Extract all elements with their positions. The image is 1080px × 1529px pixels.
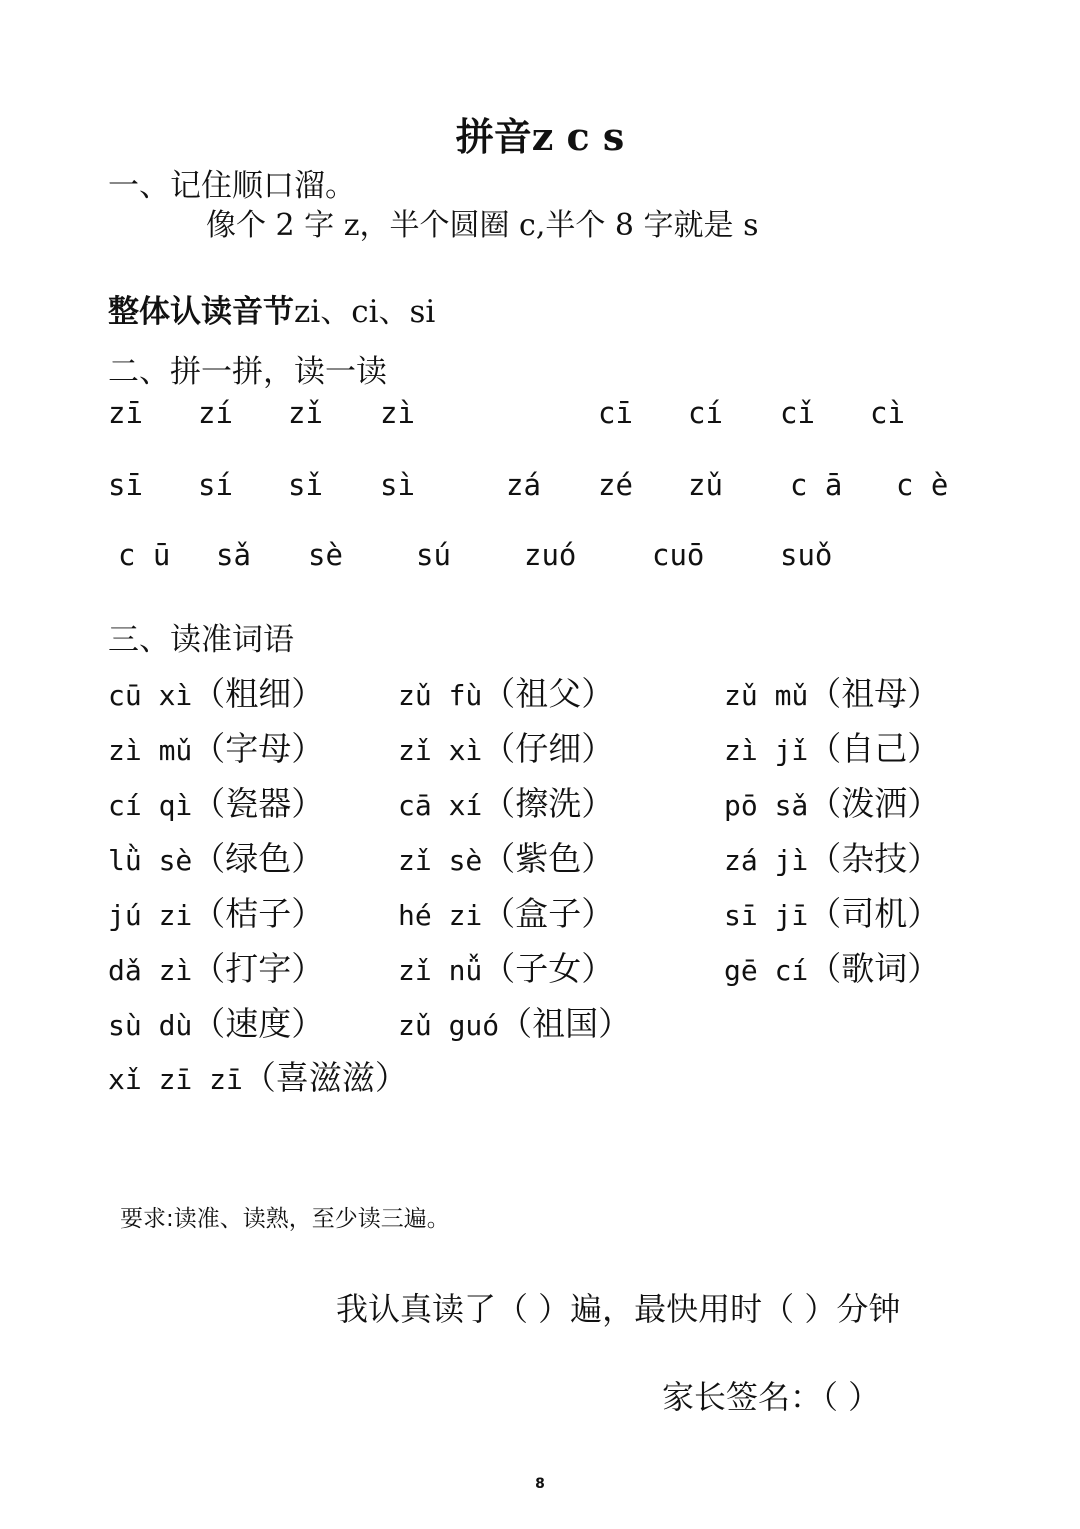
word-item [724, 888, 940, 935]
word-pinyin: zǐ nǚ [398, 954, 483, 987]
word-hanzi: （杂技） [808, 839, 941, 878]
word-hanzi: （粗细） [192, 674, 325, 713]
page-number: 8 [535, 1476, 545, 1492]
word-item [724, 778, 940, 825]
requirement-note: 要求:读准、读熟，至少读三遍。 [120, 1206, 450, 1232]
syllable: zì [380, 396, 415, 430]
word-pinyin: xǐ zī zī [108, 1063, 243, 1096]
word-pinyin: lǜ sè [108, 844, 193, 877]
word-pinyin: cā xí [398, 789, 483, 822]
word-item [724, 723, 940, 770]
whole-reading-line [108, 286, 435, 331]
syllable: sǎ [216, 538, 251, 572]
word-item [108, 998, 324, 1045]
parent-signature: 家长签名：（ ） [662, 1378, 881, 1416]
word-row [108, 1052, 1020, 1102]
word-pinyin: zǐ sè [398, 844, 483, 877]
syllable: sī [108, 468, 143, 502]
word-pinyin: cí qì [108, 789, 193, 822]
word-row [108, 778, 1020, 828]
word-item [398, 998, 631, 1045]
word-item [398, 888, 614, 935]
word-hanzi: （瓷器） [192, 784, 325, 823]
syllable: zá [506, 468, 541, 502]
word-item [724, 943, 940, 990]
word-pinyin: zá jì [724, 844, 809, 877]
word-hanzi: （字母） [192, 729, 325, 768]
word-hanzi: （桔子） [192, 894, 325, 933]
syllable: suǒ [780, 538, 833, 572]
word-item [108, 668, 324, 715]
page-title: 拼音z c s [455, 114, 625, 159]
word-item [108, 778, 324, 825]
syllable: zǔ [688, 468, 723, 502]
word-row [108, 723, 1020, 773]
word-row [108, 668, 1020, 718]
syllable: zuó [524, 538, 577, 572]
word-hanzi: （司机） [808, 894, 941, 933]
syllable: cì [870, 396, 905, 430]
word-item [108, 943, 324, 990]
word-pinyin: gē cí [724, 954, 809, 987]
word-pinyin: zì mǔ [108, 734, 193, 767]
syllable: c ū [118, 538, 171, 572]
word-pinyin: sù dù [108, 1009, 193, 1042]
word-hanzi: （仔细） [482, 729, 615, 768]
word-hanzi: （紫色） [482, 839, 615, 878]
word-pinyin: cū xì [108, 679, 193, 712]
word-pinyin: zǔ guó [398, 1009, 500, 1042]
whole-reading-label: 整体认读音节 [108, 294, 294, 330]
word-hanzi: （盒子） [482, 894, 615, 933]
word-pinyin: dǎ zì [108, 954, 193, 987]
word-item [108, 833, 324, 880]
syllable: cǐ [780, 396, 815, 430]
syllable: cī [598, 396, 633, 430]
word-row [108, 833, 1020, 883]
word-row [108, 998, 1020, 1048]
syllable: zǐ [288, 396, 323, 430]
reading-record: 我认真读了（ ）遍，最快用时（ ）分钟 [336, 1290, 901, 1328]
word-item [398, 943, 614, 990]
word-hanzi: （祖父） [482, 674, 615, 713]
word-hanzi: （歌词） [808, 949, 941, 988]
word-row [108, 943, 1020, 993]
word-hanzi: （喜滋滋） [242, 1058, 408, 1097]
word-hanzi: （擦洗） [482, 784, 615, 823]
syllable: sí [198, 468, 233, 502]
word-item [398, 833, 614, 880]
syllable: zí [198, 396, 233, 430]
word-item [108, 1052, 408, 1099]
syllable: sǐ [288, 468, 323, 502]
word-pinyin: sī jī [724, 899, 809, 932]
word-pinyin: hé zi [398, 899, 483, 932]
word-hanzi: （子女） [482, 949, 615, 988]
word-hanzi: （速度） [192, 1004, 325, 1043]
word-item [108, 723, 324, 770]
word-row [108, 888, 1020, 938]
word-pinyin: zǐ xì [398, 734, 483, 767]
word-hanzi: （祖母） [808, 674, 941, 713]
syllable: zī [108, 396, 143, 430]
syllable: cí [688, 396, 723, 430]
word-pinyin: zǔ fù [398, 679, 483, 712]
section3-heading: 三、读准词语 [108, 622, 294, 658]
syllable: c ā [790, 468, 843, 502]
word-item [108, 888, 324, 935]
word-pinyin: pō sǎ [724, 789, 809, 822]
syllable: zé [598, 468, 633, 502]
word-item [398, 778, 614, 825]
syllable: sú [416, 538, 451, 572]
word-hanzi: （祖国） [499, 1004, 632, 1043]
word-pinyin: jú zi [108, 899, 193, 932]
word-item [724, 668, 940, 715]
word-pinyin: zì jǐ [724, 734, 809, 767]
word-hanzi: （绿色） [192, 839, 325, 878]
syllable: sì [380, 468, 415, 502]
whole-reading-syllables: zi、ci、si [294, 294, 436, 330]
syllable: cuō [652, 538, 705, 572]
syllable: sè [308, 538, 343, 572]
syllable: c è [896, 468, 949, 502]
word-hanzi: （泼洒） [808, 784, 941, 823]
section2-heading: 二、拼一拼，读一读 [108, 354, 387, 390]
word-hanzi: （自己） [808, 729, 941, 768]
word-item [398, 668, 614, 715]
section1-heading: 一、记住顺口溜。 [108, 168, 356, 204]
word-item [724, 833, 940, 880]
word-hanzi: （打字） [192, 949, 325, 988]
word-item [398, 723, 614, 770]
rhyme-text: 像个 2 字 z，半个圆圈 c,半个 8 字就是 s [206, 208, 759, 243]
word-pinyin: zǔ mǔ [724, 679, 809, 712]
